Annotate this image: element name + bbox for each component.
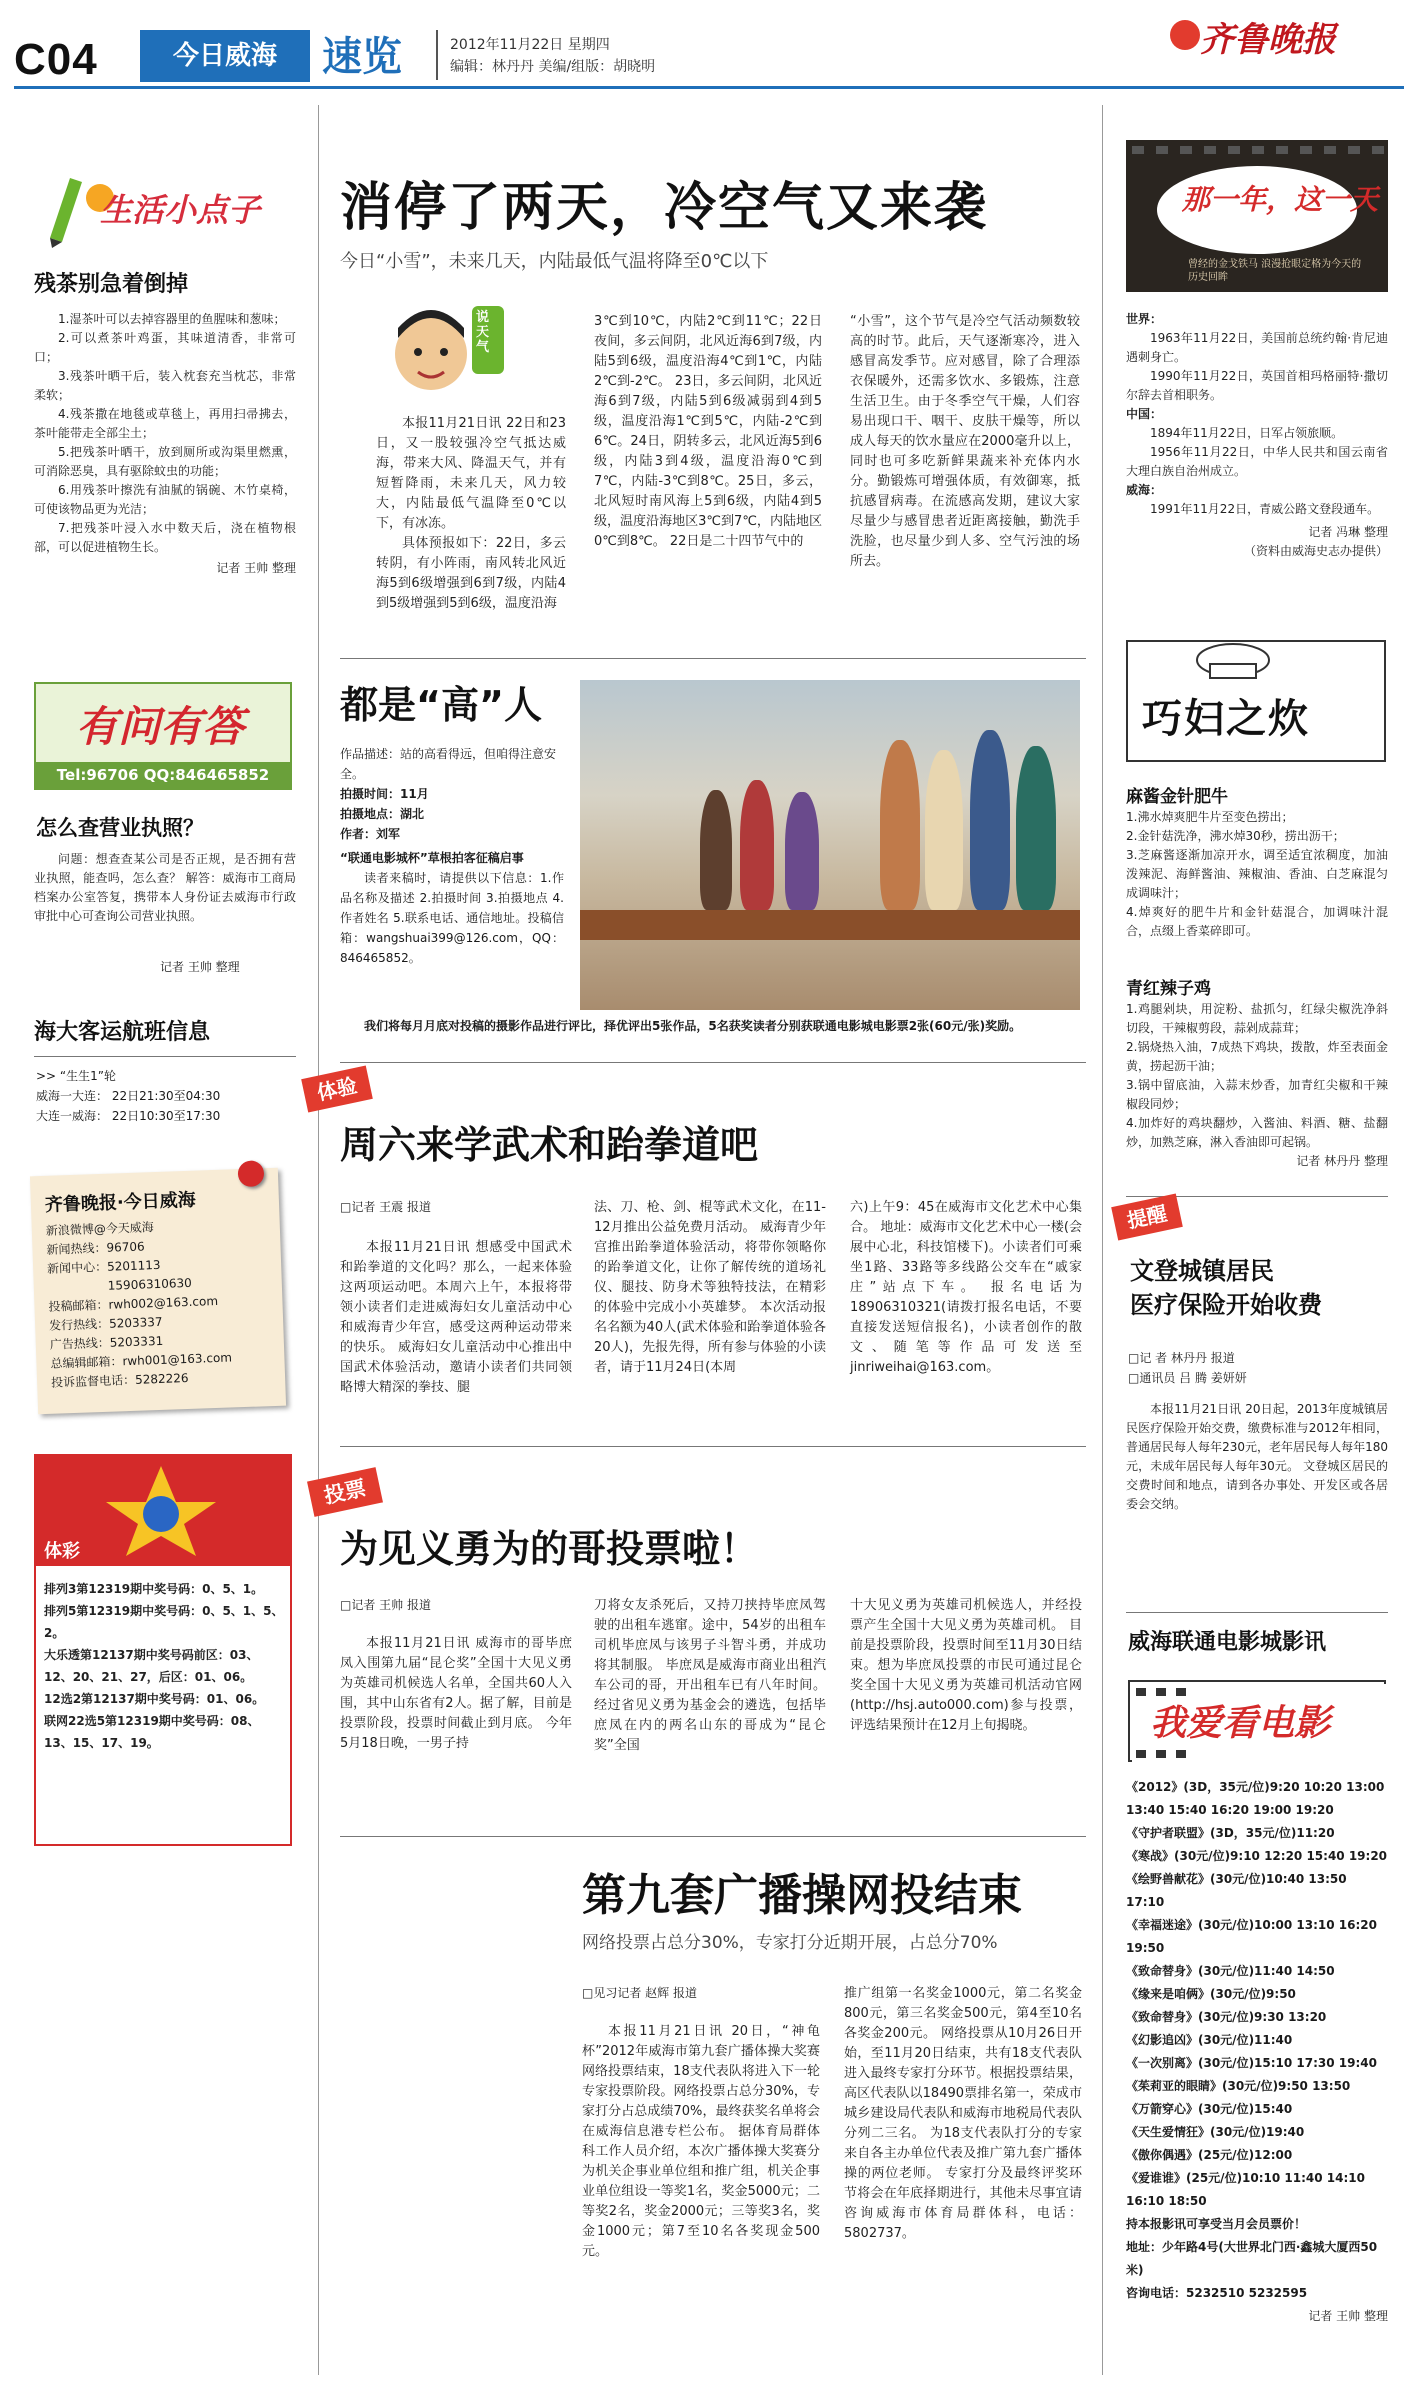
photo-figure bbox=[700, 790, 732, 910]
list-item: 《天生爱情狂》(30元/位)19:40 bbox=[1126, 2125, 1305, 2139]
ship-title: 海大客运航班信息 bbox=[34, 1020, 211, 1045]
newspaper-logo: 齐鲁晚报 bbox=[1200, 20, 1336, 60]
tip-list bbox=[34, 310, 296, 578]
divider bbox=[340, 1062, 1086, 1063]
news-photo bbox=[580, 680, 1080, 1010]
list-item: 《缘来是咱俩》(30元/位)9:50 bbox=[1126, 1987, 1296, 2001]
recipe-title: 麻酱金针肥牛 bbox=[1126, 787, 1228, 807]
gym-col2: 推广组第一名奖金1000元，第二名奖金800元，第三名奖金500元，第4至10名各奖金200元。 网络投票从10月26日开始，至11月20日结束，共有18支代表队进入最终专家打分环节。根据投票结果，高区代表队以18490票排名第一，荣成市城乡建设局代表队和威海市地税局代表队分列二三名。 为18支代表队打分的专家来自各主办单位代表及推广第九套广播体操的两位老师。 专家打分及最终评奖环节将会在年底择期进行，其他未尽事宜请咨询威海市体育局群体科，电话：5802737。 bbox=[844, 1986, 1082, 2241]
gym-col1: 本报11月21日讯 20日，“神龟杯”2012年威海市第九套广播体操大奖赛网络投票结束，18支代表队将进入下一轮专家投票阶段。网络投票占总分30%，专家打分占总成绩70%，最终获奖名单将会在威海信息港专栏公布。 据体育局群体科工作人员介绍，本次广播体操大奖赛分为机关企事业单位组和推广组，机关企事业单位组设一等奖1名，奖金5000元；二等奖2名，奖金2000元；三等奖3名，奖金1000元；第7至10名各奖现金500元。 bbox=[582, 2024, 820, 2259]
vote-title: 为见义勇为的哥投票啦！ bbox=[340, 1527, 759, 1571]
weather-badge: 说天气 bbox=[376, 298, 506, 410]
experience-col3: 六)上午9：45在威海市文化艺术中心集合。 地址：威海市文化艺术中心一楼(会展中心北，科技馆楼下)。小读者们可乘坐1路、33路等多线路公交车在“戚家庄”站点下车。 报名电话为18906310321(请拨打报名电话，不要直接发送短信报名)，小读者创作的散文、随笔等作品可发送至jinriweihai@163.com。 bbox=[850, 1200, 1082, 1375]
contact-lines: 新浪微博@今天威海 新闻热线：96706 新闻中心：5201113 15906310630 投稿邮箱：rwh002@163.com 发行热线：5203337 广告热线：5203331 总编辑邮箱：rwh001@163.com 投诉监督电话：5282226 bbox=[45, 1220, 233, 1390]
list-item: 7.把残茶叶浸入水中数天后，浇在植物根部，可以促进植物生长。 bbox=[34, 521, 296, 554]
byline: 记者 王帅 整理 bbox=[160, 960, 240, 974]
photo-figure bbox=[740, 780, 774, 910]
recipe-steps: 1.沸水焯爽肥牛片至变色捞出； 2.金针菇洗净，沸水焯30秒，捞出沥干； 3.芝麻酱逐渐加凉开水，调至适宜浓稠度，加油泼辣泥、海鲜酱油、辣椒油、香油、白芝麻混匀成调味汁； 4.焯爽好的肥牛片和金针菇混合，加调味汁混合，点缀上香菜碎即可。 bbox=[1126, 810, 1388, 938]
list-item: 1.湿茶叶可以去掉容器里的鱼腥味和葱味； bbox=[58, 312, 286, 326]
insurance-title: 文登城镇居民 医疗保险开始收费 bbox=[1130, 1257, 1322, 1319]
photo-figure bbox=[1016, 746, 1056, 910]
cooking-banner: 巧妇之炊 bbox=[1126, 640, 1386, 762]
star-icon bbox=[96, 1462, 226, 1558]
weather-col3: “小雪”，这个节气是冷空气活动频数较高的时节。此后，天气逐渐寒冷，进入感冒高发季节。应对感冒，除了合理添衣保暖外，还需多饮水、多锻炼，注意生活卫生。由于冬季空气干燥，人们容易出现口干、咽干、皮肤干燥等，所以成人每天的饮水量应在2000毫升以上，同时也可多吃新鲜果蔬来补充体内水分。勤锻炼可增强体质，有效御寒，抵抗感冒病毒。在流感高发期，建议大家尽量少与感冒患者近距离接触，勤洗手洗脸，也尽量少到人多、空气污浊的场所去。 bbox=[850, 314, 1080, 569]
lottery-results: 排列3第12319期中奖号码：0、5、1。 排列5第12319期中奖号码：0、5、1、5、2。 大乐透第12137期中奖号码前区：03、12、20、21、27，后区：01、06。 12选2第12137期中奖号码：01、06。 联网22选5第12319期中奖号码：08、13、15、17、19。 bbox=[44, 1582, 284, 1750]
vote-col1: 本报11月21日讯 威海市的哥毕庶凤入围第九届“昆仑奖”全国十大见义勇为英雄司机候选人名单，全国共60人入围，其中山东省有2人。据了解，目前是投票阶段，投票时间截止到月底。 今年5月18日晚，一男子持 bbox=[340, 1636, 572, 1751]
list-item: 《致命替身》(30元/位)11:40 14:50 bbox=[1126, 1964, 1335, 1978]
list-item: 6.用残茶叶擦洗有油腻的锅碗、木竹桌椅，可使该物品更为光洁； bbox=[34, 483, 296, 516]
recipe-steps: 1.鸡腿剁块，用淀粉、盐抓匀，红绿尖椒洗净斜切段，干辣椒剪段，蒜剁成蒜茸； 2.锅烧热入油，7成热下鸡块，拨散，炸至表面金黄，捞起沥干油； 3.锅中留底油，入蒜末炒香，加青红尖椒和干辣椒段同炒； 4.加炸好的鸡块翻炒，入酱油、料酒、糖、盐翻炒，加熟芝麻，淋入香油即可起锅。 记者 林丹丹 整理 bbox=[1126, 1002, 1388, 1168]
photo-figure bbox=[925, 750, 963, 910]
main-subhead: 今日“小雪”，未来几天，内陆最低气温将降至0℃以下 bbox=[340, 251, 769, 272]
list-item: 《万箭穿心》(30元/位)15:40 bbox=[1126, 2102, 1293, 2116]
list-item: 4.残茶撒在地毯或草毯上，再用扫帚拂去，茶叶能带走全部尘土； bbox=[34, 407, 296, 440]
header-meta: 2012年11月22日 星期四 编辑：林丹丹 美编/组版：胡晓明 bbox=[450, 37, 656, 75]
section-name: 今日威海 bbox=[140, 30, 310, 82]
ship-schedule: >> “生生1”轮 威海一大连： 22日21:30至04:30 大连一威海： 22日10:30至17:30 bbox=[36, 1069, 221, 1123]
divider bbox=[340, 658, 1086, 659]
page-number: C04 bbox=[14, 35, 98, 84]
history-list: 世界： 1963年11月22日，美国前总统约翰·肯尼迪遇刺身亡。 1990年11月22日，英国首相玛格丽特·撒切尔辞去首相职务。 中国： 1894年11月22日，日军占领旅顺。 1956年11月22日，中华人民共和国云南省大理白族自治州成立。 威海： 1991年11月22日，青威公路文登段通车。 记者 冯琳 整理 （资料由威海史志办提供） bbox=[1126, 312, 1388, 558]
lottery-header: 体彩 bbox=[36, 1456, 290, 1566]
cinema-banner: 我爱看电影 bbox=[1128, 1680, 1386, 1762]
photo-note: 我们将每月月底对投稿的摄影作品进行评比，择优评出5张作品，5名获奖读者分别获联通电影城电影票2张(60元/张)奖励。 bbox=[364, 1019, 1022, 1033]
list-item: 《幸福迷途》(30元/位)10:00 13:10 16:20 19:50 bbox=[1126, 1918, 1377, 1955]
byline: □记 者 林丹丹 报道 □通讯员 吕 腾 姜妍妍 bbox=[1128, 1351, 1247, 1385]
tip-title: 残茶别急着倒掉 bbox=[34, 272, 189, 297]
page-header bbox=[0, 0, 1417, 92]
list-item: 5.把残茶叶晒干，放到厕所或沟渠里燃熏，可消除恶臭，具有驱除蚊虫的功能； bbox=[34, 445, 296, 478]
experience-col1: 本报11月21日讯 想感受中国武术和跆拳道的文化吗？那么，一起来体验这两项运动吧。本周六上午，本报将带领小读者们走进威海妇女儿童活动中心和威海青少年宫，感受这两种运动带来的快乐。 威海妇女儿童活动中心推出中国武术体验活动，邀请小读者们共同领略博大精深的拳技、腿 bbox=[340, 1240, 572, 1395]
cinema-title: 威海联通电影城影讯 bbox=[1128, 1630, 1327, 1655]
list-item: 《傲你偶遇》(25元/位)12:00 bbox=[1126, 2148, 1293, 2162]
logo-mark-icon bbox=[1170, 20, 1200, 50]
byline: 记者 王帅 整理 bbox=[216, 561, 296, 575]
list-item: 2.可以煮茶叶鸡蛋，其味道清香，非常可口； bbox=[34, 331, 296, 364]
recipe-title: 青红辣子鸡 bbox=[1126, 979, 1211, 999]
experience-title: 周六来学武术和跆拳道吧 bbox=[340, 1123, 759, 1167]
photo-figure bbox=[880, 740, 920, 910]
photo-figure bbox=[785, 792, 819, 910]
list-item: 《2012》(3D，35元/位)9:20 10:20 13:00 13:40 15:40 16:20 19:00 19:20 bbox=[1126, 1780, 1385, 1817]
weather-col2: 3℃到10℃，内陆2℃到11℃；22日夜间，多云间阴，北风近海6到7级，内陆5到6级，温度沿海4℃到1℃，内陆2℃到-2℃。 23日，多云间阴，北风近海6到7级，内陆5到6级减弱到4到5级，温度沿海1℃到5℃，内陆-2℃到6℃。24日，阴转多云，北风近海5到6级，内陆3到4级，温度沿海0℃到7℃，内陆-3℃到8℃。25日，多云，北风短时南风海上5到6级，内陆4到5级，温度沿海地区3℃到7℃，内陆地区0℃到8℃。 22日是二十四节气中的 bbox=[594, 314, 822, 549]
list-item: 《绘野兽献花》(30元/位)10:40 13:50 17:10 bbox=[1126, 1872, 1347, 1909]
pushpin-icon bbox=[238, 1160, 265, 1187]
byline: □记者 王帅 报道 bbox=[340, 1598, 431, 1612]
divider bbox=[34, 1056, 296, 1057]
header-rule bbox=[14, 86, 1404, 89]
list-item: 《守护者联盟》(3D，35元/位)11:20 bbox=[1126, 1826, 1335, 1840]
byline: □记者 王震 报道 bbox=[340, 1200, 431, 1214]
qa-text: 问题：想查查某公司是否正规，是否拥有营业执照，能查吗，怎么查？ 解答：威海市工商局档案办公室答复，携带本人身份证去威海市行政审批中心可查询公司营业执照。 bbox=[34, 852, 296, 923]
photo-bench bbox=[580, 910, 1080, 940]
tip-banner: 生活小点子 bbox=[30, 158, 300, 248]
list-item: 3.残茶叶晒干后，装入枕套充当枕芯，非常柔软； bbox=[34, 369, 296, 402]
header-divider bbox=[436, 30, 438, 80]
list-item: 《寒战》(30元/位)9:10 12:20 15:40 19:20 bbox=[1126, 1849, 1388, 1863]
photo-figure bbox=[970, 730, 1010, 910]
byline: □见习记者 赵辉 报道 bbox=[582, 1986, 697, 2000]
experience-col2: 法、刀、枪、剑、棍等武术文化，在11-12月推出公益免费月活动。 威海青少年宫推出跆拳道体验活动，将带你领略你的跆拳道文化，让你了解传统的道场礼仪、腿技、防身术等独特技法，在精彩的体验中完成小小英雄梦。 本次活动报名名额为40人(武术体验和跆拳道体验各20人)，先报先得，所有参与体验的小读者，请于11月24日(本周 bbox=[594, 1200, 826, 1375]
main-headline: 消停了两天，冷空气又来袭 bbox=[340, 178, 989, 238]
chef-hat-icon bbox=[1188, 642, 1278, 682]
divider bbox=[340, 1836, 1086, 1837]
contact-note: 齐鲁晚报·今日威海 新浪微博@今天威海 新闻热线：96706 新闻中心：5201113 15906310630 投稿邮箱：rwh002@163.com 发行热线：5203337 广告热线：5203331 总编辑邮箱：rwh001@163.com 投诉监督电话：5282226 bbox=[30, 1168, 286, 1415]
experience-tag: 体验 bbox=[301, 1066, 373, 1113]
photo-caption: 作品描述：站的高看得远，但咱得注意安全。 拍摄时间：11月 拍摄地点：湖北 作者：刘军 “联通电影城杯”草根拍客征稿启事 读者来稿时，请提供以下信息：1.作品名称及描述 2.拍摄时间 3.拍摄地点 4.作者姓名 5.联系电话、通信地址。投稿信箱：wangshuai399@126.com，QQ：846465852。 bbox=[340, 747, 564, 965]
column-divider bbox=[318, 105, 319, 2375]
vote-col3: 十大见义勇为英雄司机候选人，并经投票产生全国十大见义勇为英雄司机。 目前是投票阶段，投票时间至11月30日结束。想为毕庶凤投票的市民可通过昆仑奖全国十大见义勇为英雄司机活动官网(http://hsj.auto000.com)参与投票，评选结果预计在12月上旬揭晓。 bbox=[850, 1598, 1082, 1733]
section-sub: 速览 bbox=[322, 34, 402, 80]
list-item: 《幻影追凶》(30元/位)11:40 bbox=[1126, 2033, 1293, 2047]
photo-title: 都是“高”人 bbox=[340, 683, 542, 727]
cinema-list: 《2012》(3D，35元/位)9:20 10:20 13:00 13:40 15:40 16:20 19:00 19:20 《守护者联盟》(3D，35元/位)11:20 《寒战》(30元/位)9:10 12:20 15:40 19:20 《绘野兽献花》(30元/位)10:40 13:50 17:10 《幸福迷途》(30元/位)10:00 13:10 16:20 19:50 《致命替身》(30元/位)11:40 14:50 《缘来是咱俩》(30元/位)9:50 《致命替身》(30元/位)9:30 13:20 《幻影追凶》(30元/位)11:40 《一次别离》(30元/位)15:10 17:30 19:40 《茱莉亚的眼睛》(30元/位)9:50 13:50 《万箭穿心》(30元/位)15:40 《天生爱情狂》(30元/位)19:40 《傲你偶遇》(25元/位)12:00 《爱谁谁》(25元/位)10:10 11:40 14:10 16:10 18:50 持本报影讯可享受当月会员票价！ 地址：少年路4号(大世界北门西·鑫城大厦西50米) 咨询电话：5232510 5232595 记者 王帅 整理 bbox=[1126, 1776, 1388, 2328]
insurance-text: 本报11月21日讯 20日起，2013年度城镇居民医疗保险开始交费，缴费标准与2012年相同，普通居民每人每年230元，老年居民每人每年180元，未成年居民每人每年30元。 文登城区居民的交费时间和地点，请到各办事处、开发区或各居委会交纳。 bbox=[1126, 1402, 1388, 1511]
qa-banner: 有问有答 Tel:96706 QQ:846465852 bbox=[34, 682, 292, 790]
weather-col1: 本报11月21日讯 22日和23日，又一股较强冷空气抵达威海，带来大风、降温天气，并有短暂降雨，未来几天，风力较大，内陆最低气温降至0℃以下，有冰冻。 具体预报如下：22日，多云转阴，有小阵雨，南风转北风近海5到6级增强到6到7级，内陆4到5级增强到5到6级，温度沿海 bbox=[376, 416, 566, 611]
divider bbox=[340, 1446, 1086, 1447]
vote-col2: 刀将女友杀死后，又持刀挟持毕庶凤驾驶的出租车逃窜。途中，54岁的出租车司机毕庶凤与该男子斗智斗勇，并成功将其制服。 毕庶凤是威海市商业出租汽车公司的哥，开出租车已有八年时间。经过省见义勇为基金会的遴选，包括毕庶凤在内的两名山东的哥成为“昆仑奖”全国 bbox=[594, 1598, 826, 1753]
list-item: 《一次别离》(30元/位)15:10 17:30 19:40 bbox=[1126, 2056, 1377, 2070]
history-banner: 那一年，这一天 曾经的金戈铁马 浪漫抢眼定格为今天的历史回眸 bbox=[1126, 140, 1388, 292]
list-item: 《茱莉亚的眼睛》(30元/位)9:50 13:50 bbox=[1126, 2079, 1351, 2093]
lottery-box bbox=[34, 1454, 292, 1846]
divider bbox=[1126, 1612, 1388, 1613]
gym-subhead: 网络投票占总分30%，专家打分近期开展，占总分70% bbox=[582, 1933, 998, 1953]
qa-contact: Tel:96706 QQ:846465852 bbox=[36, 762, 290, 788]
vote-tag: 投票 bbox=[307, 1467, 383, 1517]
column-divider bbox=[1102, 105, 1103, 2375]
list-item: 《致命替身》(30元/位)9:30 13:20 bbox=[1126, 2010, 1327, 2024]
qa-title: 怎么查营业执照？ bbox=[36, 816, 204, 840]
list-item: 《爱谁谁》(25元/位)10:10 11:40 14:10 16:10 18:50 bbox=[1126, 2171, 1365, 2208]
reminder-tag: 提醒 bbox=[1111, 1194, 1183, 1241]
gym-title: 第九套广播操网投结束 bbox=[582, 1870, 1022, 1921]
